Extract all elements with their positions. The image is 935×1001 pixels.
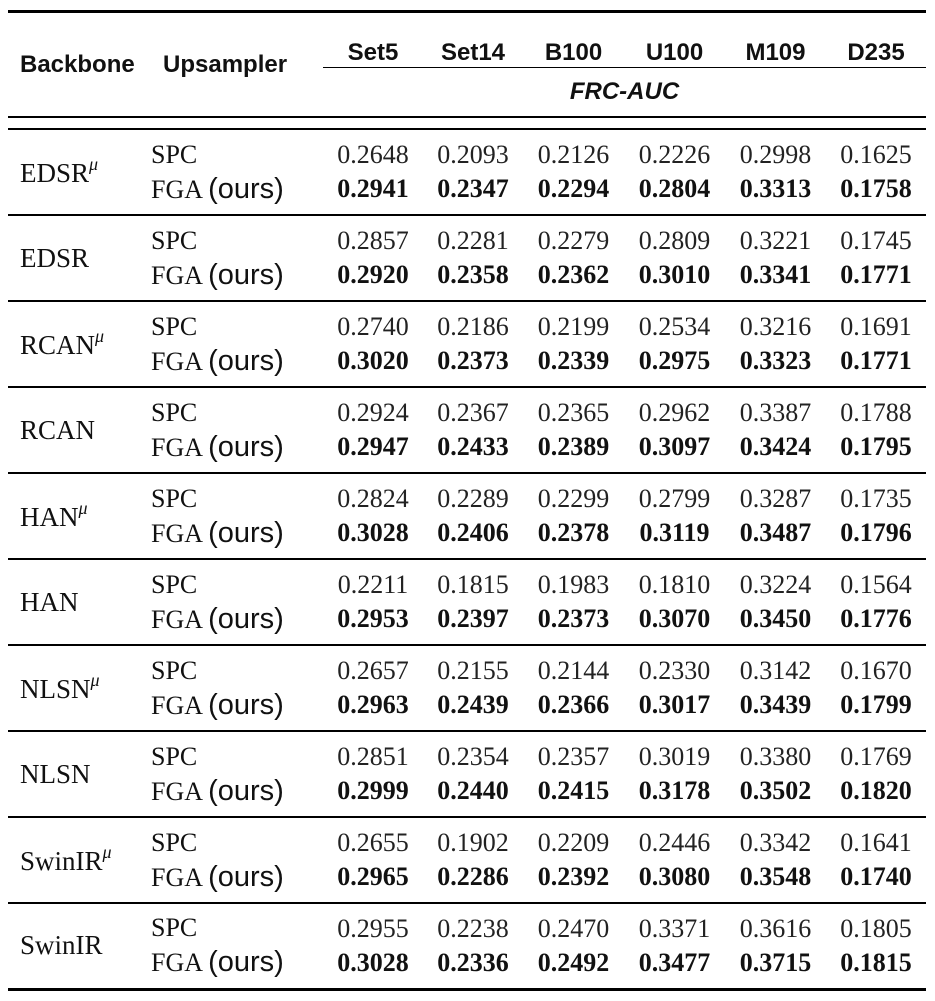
upsampler-ours (151, 945, 323, 980)
dataset-header: B100 (523, 12, 624, 68)
backbone-cell (8, 215, 151, 301)
backbone-name: HAN (20, 501, 79, 532)
fga-score: 0.3097 (638, 432, 711, 461)
fga-score: 0.3323 (739, 346, 812, 375)
spc-score: 0.2365 (537, 398, 610, 427)
fga-score: 0.3502 (739, 776, 812, 805)
spc-score: 0.1810 (638, 570, 711, 599)
upsampler-ours (151, 602, 323, 637)
upsampler-ours (151, 774, 323, 809)
fga-score: 0.3424 (739, 432, 812, 461)
spc-score: 0.2998 (739, 140, 812, 169)
fga-score: 0.1815 (840, 947, 912, 977)
fga-score: 0.2339 (537, 346, 610, 375)
upsampler-baseline: SPC (151, 397, 198, 427)
upsampler-ours-name: FGA (151, 174, 202, 204)
score-cell (423, 129, 523, 215)
fga-score: 0.2941 (337, 174, 409, 203)
ours-tag: (ours) (208, 946, 284, 979)
spc-score: 0.2809 (638, 226, 711, 255)
score-cell (624, 645, 725, 731)
fga-score: 0.2389 (537, 432, 610, 461)
score-cell (725, 301, 826, 387)
upsampler-ours (151, 860, 323, 895)
backbone-cell (8, 473, 151, 559)
table-row (8, 215, 926, 301)
dataset-header: M109 (725, 12, 826, 68)
spc-score: 0.2857 (337, 226, 409, 255)
upsampler-cell (151, 559, 323, 645)
score-cell (725, 387, 826, 473)
fga-score: 0.3715 (739, 947, 812, 977)
ours-tag: (ours) (208, 258, 284, 291)
score-cell (523, 731, 624, 817)
spc-score: 0.2851 (337, 742, 409, 771)
spc-score: 0.2955 (337, 913, 409, 943)
score-cell (523, 387, 624, 473)
upsampler-ours-name: FGA (151, 776, 202, 806)
spc-score: 0.2093 (437, 140, 509, 169)
spc-score: 0.2962 (638, 398, 711, 427)
score-cell (826, 559, 926, 645)
mu-superscript: μ (89, 153, 99, 174)
score-cell (523, 301, 624, 387)
spc-score: 0.2238 (437, 913, 509, 943)
score-cell (624, 903, 725, 989)
upsampler-baseline: SPC (151, 569, 198, 599)
spc-score: 0.3221 (739, 226, 812, 255)
spc-score: 0.2354 (437, 742, 509, 771)
backbone-name: SwinIR (20, 845, 103, 876)
fga-score: 0.2440 (437, 776, 509, 805)
fga-score: 0.3450 (739, 604, 812, 633)
table-row (8, 129, 926, 215)
spc-score: 0.2299 (537, 484, 610, 513)
score-cell (423, 731, 523, 817)
fga-score: 0.2492 (537, 947, 610, 977)
upsampler-header: Upsampler (163, 50, 288, 78)
fga-score: 0.1776 (840, 604, 912, 633)
fga-score: 0.2392 (537, 862, 610, 891)
fga-score: 0.2415 (537, 776, 610, 805)
table-row (8, 903, 926, 989)
fga-score: 0.1795 (840, 432, 912, 461)
upsampler-baseline: SPC (151, 225, 198, 255)
fga-score: 0.1796 (840, 518, 912, 547)
backbone-cell (8, 301, 151, 387)
ours-tag: (ours) (208, 860, 284, 893)
score-cell (725, 215, 826, 301)
upsampler-baseline: SPC (151, 827, 198, 857)
fga-score: 0.2999 (337, 776, 409, 805)
fga-score: 0.3080 (638, 862, 711, 891)
score-cell (624, 559, 725, 645)
backbone-cell (8, 903, 151, 989)
upsampler-baseline: SPC (151, 655, 198, 685)
score-cell (423, 215, 523, 301)
spc-score: 0.2144 (537, 656, 610, 685)
score-cell (826, 129, 926, 215)
spc-score: 0.1735 (840, 484, 912, 513)
score-cell (725, 817, 826, 903)
spc-score: 0.2126 (537, 140, 610, 169)
fga-score: 0.2358 (437, 260, 509, 289)
spc-score: 0.3224 (739, 570, 812, 599)
upsampler-ours-name: FGA (151, 604, 202, 634)
upsampler-cell (151, 645, 323, 731)
spc-score: 0.1983 (537, 570, 610, 599)
fga-score: 0.1820 (840, 776, 912, 805)
spc-score: 0.2924 (337, 398, 409, 427)
score-cell (725, 645, 826, 731)
fga-score: 0.2362 (537, 260, 610, 289)
spc-score: 0.2799 (638, 484, 711, 513)
backbone-cell (8, 817, 151, 903)
score-cell (624, 473, 725, 559)
backbone-cell (8, 387, 151, 473)
dataset-header: Set5 (323, 12, 423, 68)
upsampler-cell (151, 301, 323, 387)
score-cell (323, 903, 423, 989)
backbone-header: Backbone (20, 50, 135, 78)
mu-superscript: μ (90, 669, 100, 690)
fga-score: 0.3028 (337, 947, 409, 977)
fga-score: 0.3119 (639, 518, 710, 547)
score-cell (523, 129, 624, 215)
fga-score: 0.3548 (739, 862, 812, 891)
score-cell (624, 301, 725, 387)
spc-score: 0.1625 (840, 140, 912, 169)
dataset-header: U100 (624, 12, 725, 68)
spc-score: 0.3019 (638, 742, 711, 771)
upsampler-ours-name: FGA (151, 690, 202, 720)
upsampler-ours (151, 258, 323, 293)
backbone-name: NLSN (20, 758, 91, 789)
dataset-header: Set14 (423, 12, 523, 68)
score-cell (624, 817, 725, 903)
upsampler-ours-name: FGA (151, 948, 202, 978)
upsampler-cell (151, 215, 323, 301)
spc-score: 0.2211 (337, 570, 409, 599)
fga-score: 0.2366 (537, 690, 610, 719)
upsampler-ours-name: FGA (151, 518, 202, 548)
score-cell (523, 903, 624, 989)
score-cell (323, 387, 423, 473)
upsampler-baseline: SPC (151, 483, 198, 513)
backbone-name: EDSR (20, 242, 90, 273)
score-cell (323, 301, 423, 387)
spc-score: 0.3287 (739, 484, 812, 513)
spc-score: 0.3371 (638, 913, 711, 943)
spc-score: 0.1902 (437, 828, 509, 857)
score-cell (423, 817, 523, 903)
score-cell (523, 215, 624, 301)
spc-score: 0.2226 (638, 140, 711, 169)
fga-score: 0.3439 (739, 690, 812, 719)
spc-score: 0.2330 (638, 656, 711, 685)
score-cell (323, 817, 423, 903)
mu-superscript: μ (78, 497, 88, 518)
score-cell (826, 387, 926, 473)
spc-score: 0.1815 (437, 570, 509, 599)
upsampler-ours (151, 430, 323, 465)
score-cell (826, 731, 926, 817)
upsampler-ours (151, 516, 323, 551)
mu-superscript: μ (102, 841, 112, 862)
spc-score: 0.1641 (840, 828, 912, 857)
backbone-name: HAN (20, 586, 79, 617)
fga-score: 0.2920 (337, 260, 409, 289)
table-row (8, 645, 926, 731)
upsampler-cell (151, 387, 323, 473)
score-cell (323, 473, 423, 559)
spc-score: 0.2186 (437, 312, 509, 341)
score-cell (423, 473, 523, 559)
ours-tag: (ours) (208, 774, 284, 807)
spc-score: 0.1769 (840, 742, 912, 771)
spc-score: 0.3387 (739, 398, 812, 427)
score-cell (826, 817, 926, 903)
score-cell (826, 473, 926, 559)
spc-score: 0.1670 (840, 656, 912, 685)
fga-score: 0.2378 (537, 518, 610, 547)
mu-superscript: μ (95, 325, 105, 346)
table-row (8, 473, 926, 559)
spc-score: 0.2155 (437, 656, 509, 685)
spc-score: 0.2367 (437, 398, 509, 427)
spc-score: 0.3616 (739, 913, 812, 943)
fga-score: 0.3341 (739, 260, 812, 289)
fga-score: 0.2963 (337, 690, 409, 719)
fga-score: 0.1771 (840, 346, 912, 375)
fga-score: 0.3070 (638, 604, 711, 633)
ours-tag: (ours) (208, 516, 284, 549)
spc-score: 0.1805 (840, 913, 912, 943)
spc-score: 0.2655 (337, 828, 409, 857)
table-row (8, 731, 926, 817)
backbone-name: RCAN (20, 414, 96, 445)
spc-score: 0.2470 (537, 913, 610, 943)
score-cell (523, 645, 624, 731)
score-cell (323, 731, 423, 817)
score-cell (423, 903, 523, 989)
upsampler-cell (151, 903, 323, 989)
spc-score: 0.3216 (739, 312, 812, 341)
dataset-header: D235 (826, 12, 926, 68)
table-row (8, 301, 926, 387)
ours-tag: (ours) (208, 688, 284, 721)
fga-score: 0.1758 (840, 174, 912, 203)
score-cell (423, 387, 523, 473)
upsampler-ours-name: FGA (151, 346, 202, 376)
table-row (8, 817, 926, 903)
backbone-name: SwinIR (20, 930, 103, 961)
table-row (8, 387, 926, 473)
backbone-cell (8, 731, 151, 817)
spc-score: 0.2209 (537, 828, 610, 857)
upsampler-baseline: SPC (151, 311, 198, 341)
score-cell (523, 817, 624, 903)
backbone-name: NLSN (20, 673, 91, 704)
frc-auc-table (8, 10, 926, 991)
score-cell (624, 129, 725, 215)
upsampler-ours (151, 344, 323, 379)
fga-score: 0.1740 (840, 862, 912, 891)
backbone-cell (8, 645, 151, 731)
spc-score: 0.2199 (537, 312, 610, 341)
spc-score: 0.2824 (337, 484, 409, 513)
upsampler-baseline: SPC (151, 139, 198, 169)
spc-score: 0.3142 (739, 656, 812, 685)
spc-score: 0.3342 (739, 828, 812, 857)
fga-score: 0.2347 (437, 174, 509, 203)
score-cell (423, 559, 523, 645)
backbone-cell (8, 129, 151, 215)
table-body (8, 129, 926, 989)
score-cell (826, 645, 926, 731)
score-cell (523, 559, 624, 645)
spc-score: 0.2289 (437, 484, 509, 513)
upsampler-ours-name: FGA (151, 260, 202, 290)
score-cell (725, 559, 826, 645)
score-cell (323, 645, 423, 731)
score-cell (423, 645, 523, 731)
score-cell (624, 731, 725, 817)
upsampler-ours-name: FGA (151, 862, 202, 892)
fga-score: 0.3028 (337, 518, 409, 547)
upsampler-ours (151, 688, 323, 723)
backbone-name: RCAN (20, 329, 96, 360)
ours-tag: (ours) (208, 172, 284, 205)
metric-header: FRC-AUC (569, 78, 680, 105)
score-cell (826, 301, 926, 387)
spc-score: 0.2534 (638, 312, 711, 341)
upsampler-ours (151, 172, 323, 207)
score-cell (725, 129, 826, 215)
score-cell (826, 903, 926, 989)
score-cell (826, 215, 926, 301)
table-row (8, 559, 926, 645)
spc-score: 0.1564 (840, 570, 912, 599)
upsampler-baseline: SPC (151, 913, 198, 943)
fga-score: 0.3313 (739, 174, 812, 203)
fga-score: 0.2397 (437, 604, 509, 633)
spc-score: 0.1788 (840, 398, 912, 427)
fga-score: 0.3487 (739, 518, 812, 547)
score-cell (725, 903, 826, 989)
results-table-wrapper (8, 10, 926, 991)
upsampler-ours-name: FGA (151, 432, 202, 462)
upsampler-cell (151, 473, 323, 559)
fga-score: 0.2975 (638, 346, 711, 375)
fga-score: 0.1799 (840, 690, 912, 719)
fga-score: 0.2804 (638, 174, 711, 203)
fga-score: 0.2286 (437, 862, 509, 891)
fga-score: 0.2294 (537, 174, 610, 203)
spc-score: 0.2648 (337, 140, 409, 169)
score-cell (624, 215, 725, 301)
fga-score: 0.2406 (437, 518, 509, 547)
ours-tag: (ours) (208, 344, 284, 377)
fga-score: 0.2439 (437, 690, 509, 719)
fga-score: 0.2947 (337, 432, 409, 461)
upsampler-cell (151, 129, 323, 215)
score-cell (423, 301, 523, 387)
fga-score: 0.3178 (638, 776, 711, 805)
spc-score: 0.2446 (638, 828, 711, 857)
fga-score: 0.2433 (437, 432, 509, 461)
spc-score: 0.2657 (337, 656, 409, 685)
score-cell (725, 473, 826, 559)
fga-score: 0.1771 (840, 260, 912, 289)
fga-score: 0.2373 (437, 346, 509, 375)
ours-tag: (ours) (208, 430, 284, 463)
fga-score: 0.3020 (337, 346, 409, 375)
spc-score: 0.2279 (537, 226, 610, 255)
fga-score: 0.2965 (337, 862, 409, 891)
score-cell (323, 215, 423, 301)
spc-score: 0.1745 (840, 226, 912, 255)
fga-score: 0.3477 (638, 947, 711, 977)
upsampler-cell (151, 731, 323, 817)
score-cell (624, 387, 725, 473)
score-cell (323, 129, 423, 215)
spc-score: 0.2281 (437, 226, 509, 255)
spc-score: 0.3380 (739, 742, 812, 771)
score-cell (323, 559, 423, 645)
score-cell (725, 731, 826, 817)
upsampler-baseline: SPC (151, 741, 198, 771)
score-cell (523, 473, 624, 559)
backbone-name: EDSR (20, 157, 90, 188)
spc-score: 0.2357 (537, 742, 610, 771)
ours-tag: (ours) (208, 602, 284, 635)
fga-score: 0.3010 (638, 260, 711, 289)
backbone-cell (8, 559, 151, 645)
upsampler-cell (151, 817, 323, 903)
double-rule (8, 117, 926, 129)
fga-score: 0.2953 (337, 604, 409, 633)
fga-score: 0.2373 (537, 604, 610, 633)
fga-score: 0.3017 (638, 690, 711, 719)
spc-score: 0.1691 (840, 312, 912, 341)
spc-score: 0.2740 (337, 312, 409, 341)
fga-score: 0.2336 (437, 947, 509, 977)
